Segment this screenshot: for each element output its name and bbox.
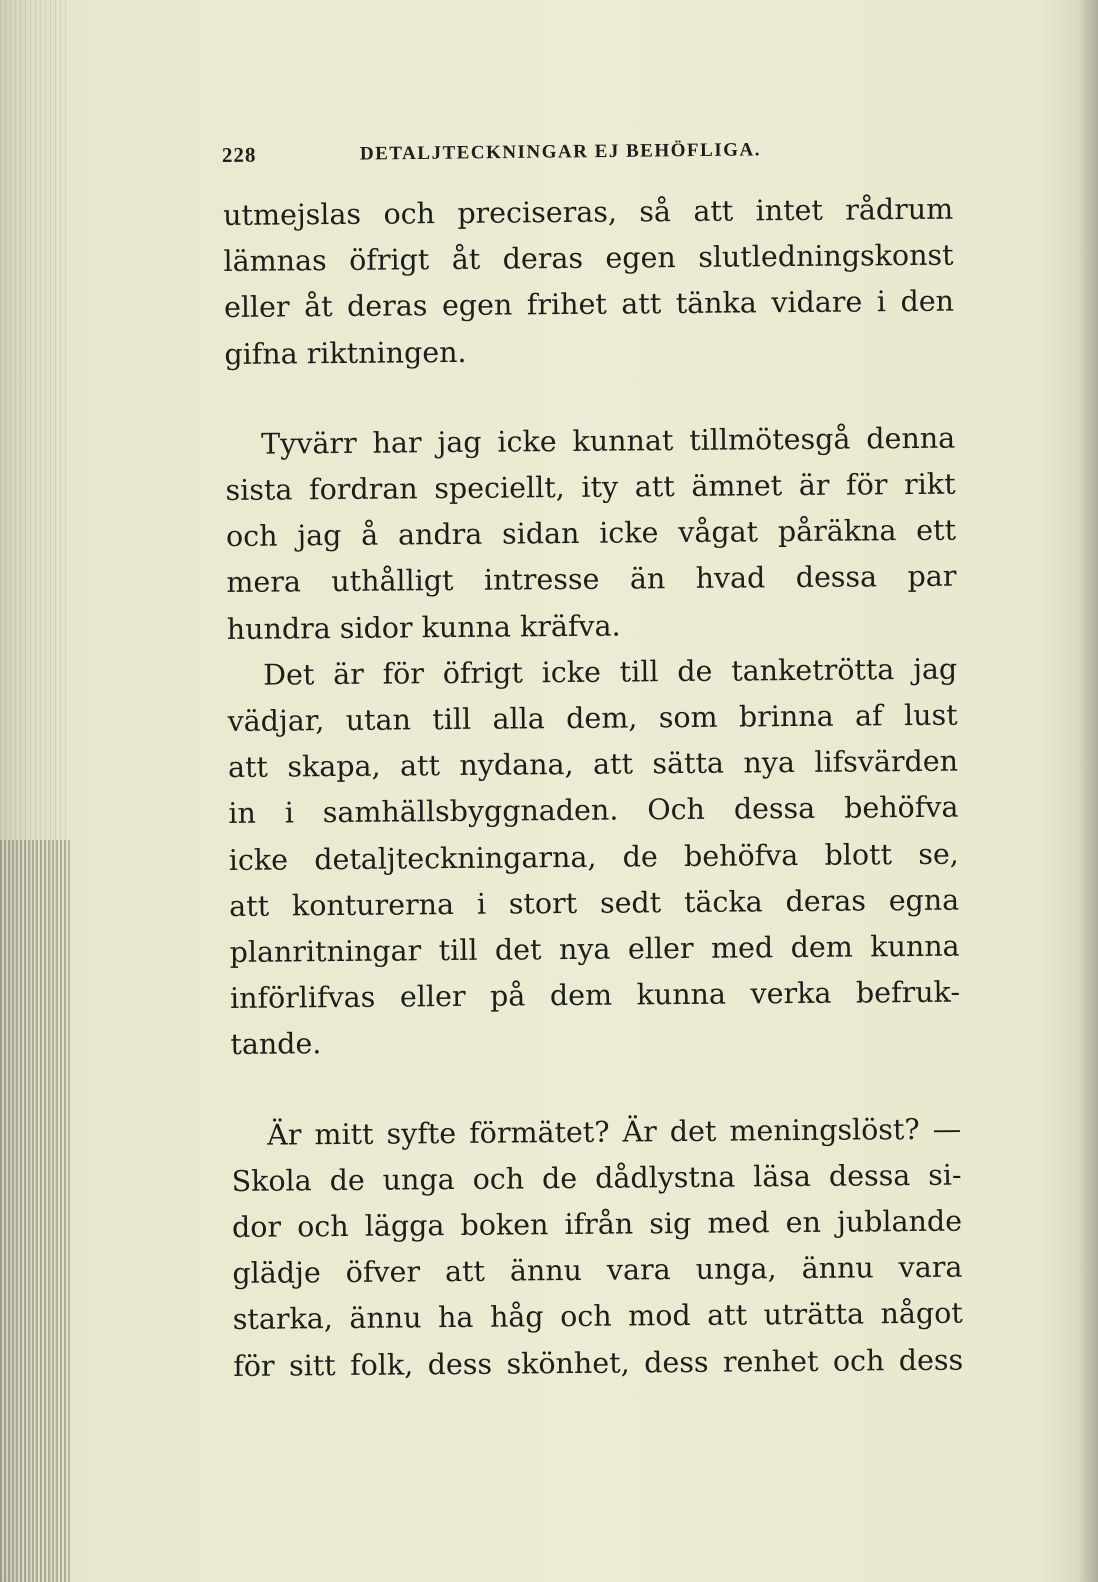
text-line: lämnas öfrigt åt deras egen slutledningskonst (223, 238, 954, 279)
text-line: införlifvas eller på dem kunna verka befruk- (229, 975, 961, 1016)
paragraph-2 (225, 415, 957, 652)
text-line: mera uthålligt intresse än hvad dessa par (226, 560, 957, 600)
text-line: Skola de unga och de dådlystna läsa dessa si- (231, 1158, 962, 1198)
paragraph-gap (231, 1062, 961, 1112)
text-line: Det är för öfrigt icke till de tanketrötta jag (263, 652, 958, 692)
text-line: Tyvärr har jag icke kunnat tillmötesgå denna (261, 421, 956, 461)
running-title: DETALJTECKNINGAR EJ BEHÖFLIGA. (359, 139, 762, 165)
text-line: in i samhällsbyggnaden. Och dessa behöfva (228, 791, 959, 831)
text-line: tande. (230, 1027, 322, 1062)
running-head (222, 137, 842, 173)
text-line: starka, ännu ha håg och mod att uträtta något (232, 1297, 963, 1337)
text-line: sista fordran speciellt, ity att ämnet är för rikt (225, 467, 956, 508)
paragraph-gap (225, 371, 955, 421)
text-line: utmejslas och preciseras, så att intet rådrum (223, 192, 954, 232)
text-line: för sitt folk, dess skönhet, dess renhet och dess (233, 1343, 964, 1383)
paragraph-3 (227, 646, 961, 1068)
text-line: Är mitt syfte förmätet? Är det meningslöst? — (267, 1112, 962, 1152)
text-line: icke detaljteckningarna, de behöfva blott se, (228, 837, 959, 877)
text-line: och jag å andra sidan icke vågat påräkna ett (225, 513, 957, 554)
text-line: eller åt deras egen frihet att tänka vidare i den (223, 285, 955, 325)
page-number: 228 (221, 142, 257, 167)
paragraph-4 (231, 1106, 963, 1390)
text-line: gifna riktningen. (224, 335, 467, 371)
body-text (223, 187, 963, 1390)
text-line: att konturerna i stort sedt täcka deras egna (229, 883, 960, 923)
text-line: planritningar till det nya eller med dem kunna (229, 929, 960, 970)
text-line: att skapa, att nydana, att sätta nya lifsvärden (227, 744, 959, 785)
paragraph-1 (223, 187, 955, 378)
text-line: glädje öfver att ännu vara unga, ännu vara (232, 1250, 963, 1291)
text-line: hundra sidor kunna kräfva. (226, 609, 621, 646)
text-line: vädjar, utan till alla dem, som brinna af lust (227, 698, 958, 739)
text-line: dor och lägga boken ifrån sig med en jublande (231, 1204, 963, 1245)
